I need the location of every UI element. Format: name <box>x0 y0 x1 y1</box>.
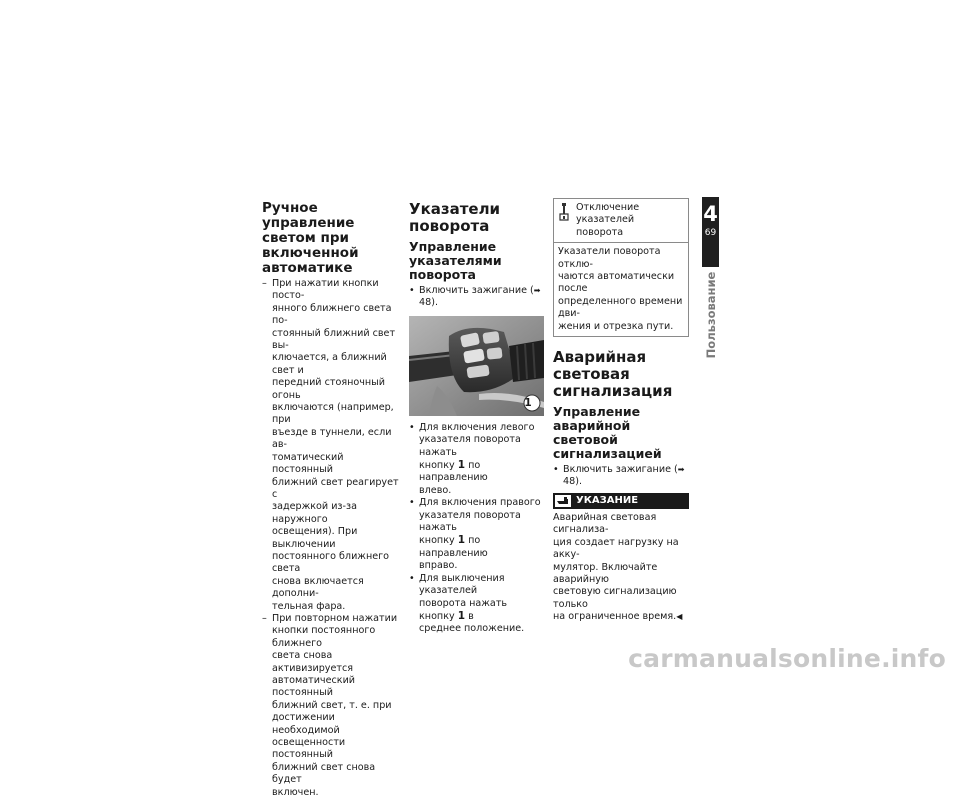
text-line: автоматический постоянный <box>272 675 356 699</box>
text-line: – При нажатии кнопки посто- <box>272 278 379 302</box>
text-line: указателя поворота нажать <box>419 509 521 534</box>
key-ref: 1 <box>457 534 466 547</box>
turn-signal-steps <box>409 422 544 636</box>
heading-line: сигнализация <box>553 382 673 401</box>
subheading-hazard <box>553 405 689 461</box>
heading-line: световой сигнализацией <box>553 432 662 462</box>
ignition-text: Включить зажигание ( <box>419 285 534 296</box>
note-head <box>554 199 688 243</box>
note-box <box>553 198 689 337</box>
text-line: ключается, а ближний свет и <box>272 352 387 376</box>
page-number: 69 <box>704 228 717 238</box>
text-line: снова включается дополни- <box>272 575 364 600</box>
text-line: стоянный ближний свет вы- <box>272 327 396 352</box>
bullet-right <box>409 497 544 572</box>
column-turn-signals <box>409 201 544 636</box>
text-line <box>419 459 544 485</box>
text-line: поворота <box>576 226 624 238</box>
text-span: кнопку <box>419 460 458 472</box>
text-line: тельная фара. <box>272 600 346 612</box>
text-span: поворота нажать кнопку <box>419 597 508 622</box>
heading-line: Ручное управление <box>262 200 355 231</box>
close-paren: ). <box>431 297 439 309</box>
page-ref: 48 <box>419 297 432 309</box>
text-line: включаются (например, при <box>272 402 394 426</box>
ignition-text: Включить зажигание ( <box>563 464 678 476</box>
text-line: томатический постоянный <box>272 451 344 476</box>
text-line: влево. <box>419 484 452 496</box>
arrow-right-icon: ➡ <box>533 286 541 295</box>
text-line: Отключение указателей <box>576 202 640 226</box>
heading-line: автоматике <box>262 260 353 276</box>
text-line: передний стояночный огонь <box>272 377 385 401</box>
subheading-turn-signals <box>409 240 544 282</box>
watermark: carmanualsonline.info <box>628 644 946 673</box>
text-line: световую сигнализацию только <box>553 586 677 610</box>
heading-turn-signals: Указатели поворота <box>409 200 501 235</box>
text-line: вправо. <box>419 560 458 572</box>
dash-item-1 <box>262 278 402 613</box>
bullet-ignition <box>409 285 544 310</box>
bullet-left <box>409 422 544 497</box>
heading-line: светом при включенной <box>262 230 359 261</box>
heading-line: Управление аварийной <box>553 404 641 434</box>
section-label: Пользование <box>703 271 718 359</box>
arrow-right-icon: ➡ <box>677 465 685 475</box>
text-line: въезде в туннели, если ав- <box>272 426 392 451</box>
warning-label: УКАЗАНИЕ <box>576 495 639 507</box>
text-line: ближний свет снова будет <box>272 761 376 786</box>
text-line <box>419 534 544 560</box>
heading-line: поворота <box>409 267 476 282</box>
bullet-ignition <box>553 464 689 489</box>
column-manual-light <box>262 201 402 799</box>
text-line: света снова активизируется <box>272 650 354 674</box>
text-line: освещенности постоянный <box>272 737 346 761</box>
note-body <box>554 243 688 336</box>
warning-bar <box>553 493 689 509</box>
chapter-number: 4 <box>703 202 718 226</box>
bullet-off <box>409 573 544 636</box>
text-line: ближний свет реагирует с <box>272 476 399 500</box>
heading-manual-light <box>262 201 402 276</box>
text-line: жения и отрезка пути. <box>558 320 674 332</box>
text-line <box>553 611 689 623</box>
text-span: на ограниченное время. <box>553 611 677 623</box>
text-line: мулятор. Включайте аварийную <box>553 561 658 585</box>
text-line: чаются автоматически после <box>558 271 675 295</box>
text-span: по направлению <box>419 460 488 484</box>
text-line: ция создает нагрузку на акку- <box>553 536 679 561</box>
text-line: освещения). При выключении <box>272 526 358 550</box>
text-line: задержкой из-за наружного <box>272 501 357 525</box>
end-mark-icon: ◀ <box>676 612 683 622</box>
text-line: указателя поворота нажать <box>419 434 521 458</box>
text-line: включен. <box>272 786 319 798</box>
key-ref: 1 <box>457 459 466 472</box>
warning-text <box>553 512 689 624</box>
heading-line: Аварийная световая <box>553 348 647 384</box>
text-span: в <box>465 610 474 622</box>
close-paren: ). <box>575 476 583 488</box>
text-line: янного ближнего света по- <box>272 302 392 327</box>
text-line: Указатели поворота отклю- <box>558 246 661 270</box>
text-line: кнопки постоянного ближнего <box>272 625 376 649</box>
info-tool-icon <box>558 202 576 239</box>
photo-callout-label: 1 <box>524 396 532 409</box>
heading-hazard <box>553 349 689 400</box>
text-line: • Для включения правого <box>419 497 541 509</box>
text-line: – При повторном нажатии <box>272 612 398 624</box>
heading-line: Управление указателями <box>409 239 502 268</box>
dash-item-2 <box>262 613 402 799</box>
ignition-step <box>409 285 544 310</box>
text-line: постоянного ближнего света <box>272 550 390 575</box>
text-line: достижении необходимой <box>272 712 340 736</box>
text-line: • Для включения левого <box>419 421 535 433</box>
text-line: среднее положение. <box>419 623 525 635</box>
section-label-vertical <box>702 270 719 360</box>
text-span: кнопку <box>419 535 458 547</box>
column-hazard <box>553 198 689 624</box>
ignition-step-hazard <box>553 464 689 489</box>
text-span: по направлению <box>419 535 488 559</box>
page-ref: 48 <box>563 476 576 488</box>
text-line: • Для выключения указателей <box>419 572 505 597</box>
text-line: ближний свет, т. е. при <box>272 699 392 711</box>
text-line: определенного времени дви- <box>558 295 683 320</box>
key-ref: 1 <box>457 609 466 622</box>
handlebar-switch-photo <box>409 316 544 416</box>
text-line: Аварийная световая сигнализа- <box>553 511 657 536</box>
text-line <box>419 598 544 624</box>
dash-list <box>262 278 402 799</box>
chapter-tab <box>702 197 719 267</box>
hand-pointer-icon <box>553 493 573 509</box>
